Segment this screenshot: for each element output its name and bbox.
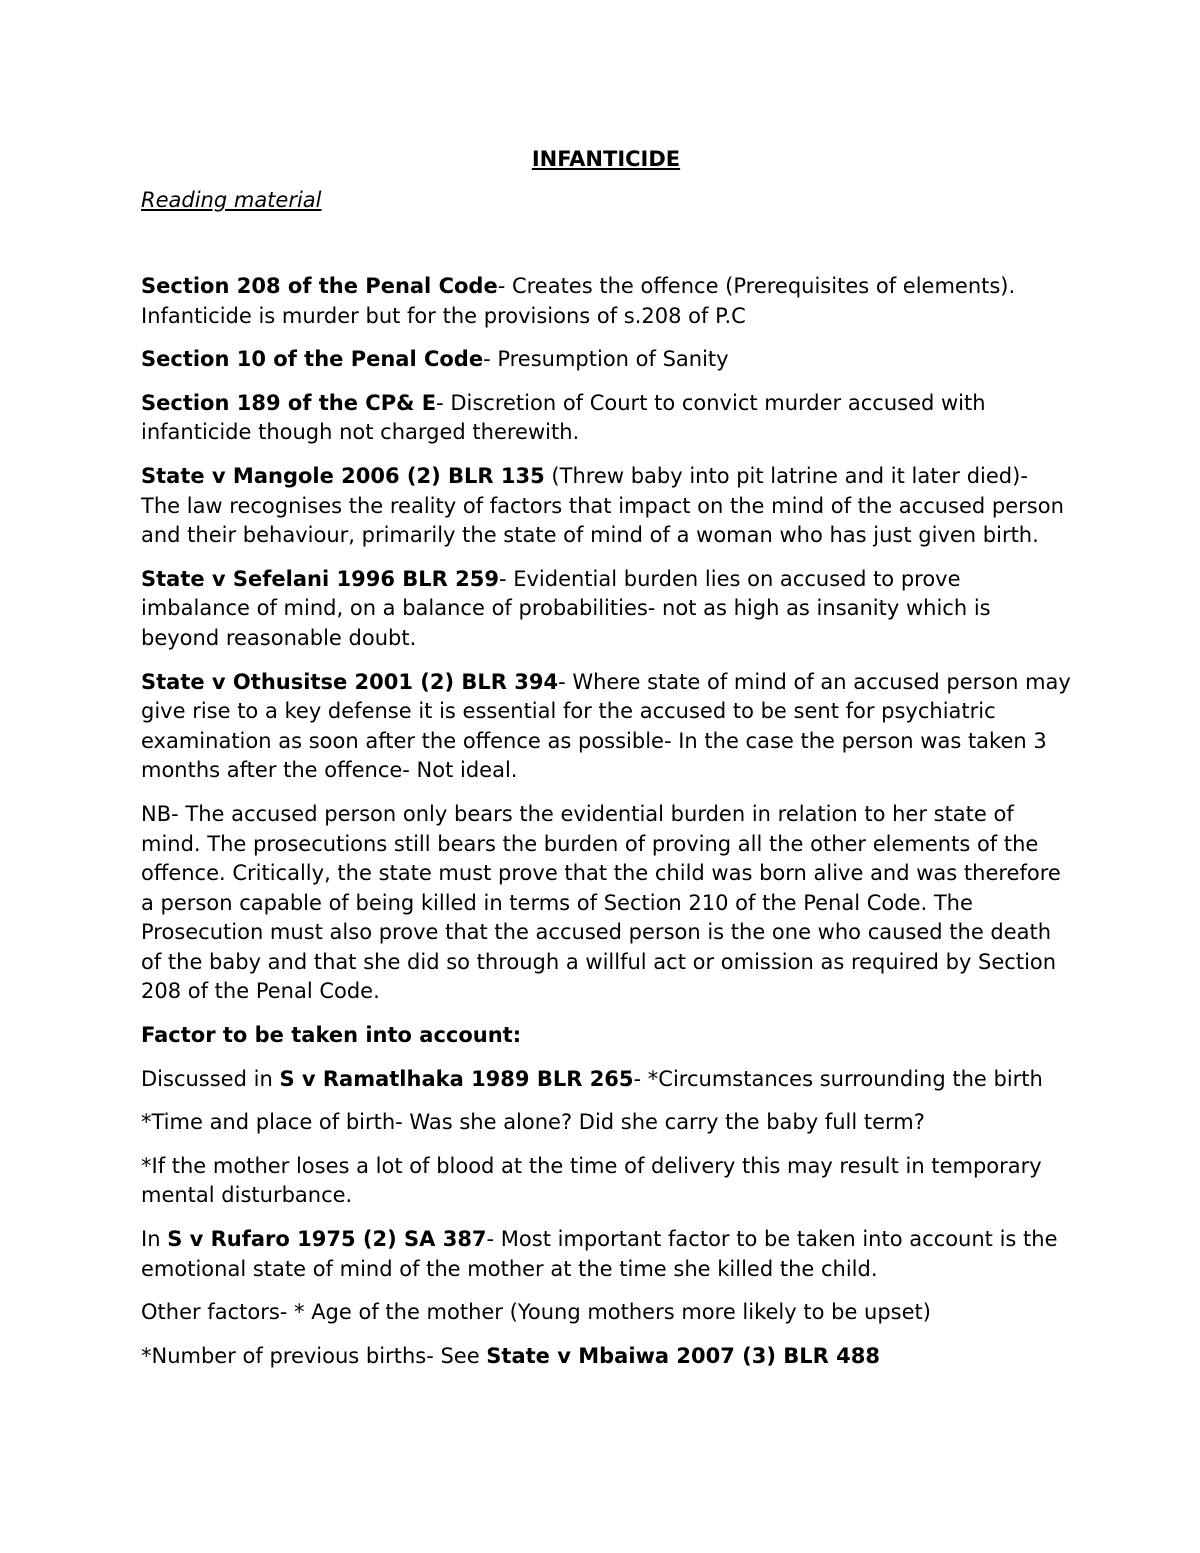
- document-subtitle: Reading material: [141, 188, 322, 212]
- paragraph-nb: [141, 800, 1071, 1007]
- citation: State v Mbaiwa 2007 (3) BLR 488: [486, 1343, 880, 1368]
- paragraph-blood-loss: [141, 1152, 1071, 1211]
- paragraph-othusitse: [141, 668, 1071, 786]
- paragraph-prefix: *Number of previous births- See: [141, 1343, 487, 1368]
- paragraph-text: - *Circumstances surrounding the birth: [633, 1066, 1043, 1091]
- citation: Section 208 of the Penal Code: [141, 274, 498, 298]
- citation: S v Ramatlhaka 1989 BLR 265: [279, 1066, 634, 1091]
- paragraph-previous-births: [141, 1342, 1071, 1372]
- paragraph-text: - Most important factor to be taken into account is the emotional state of mind of the mother at the time she killed the child.: [141, 1227, 1058, 1281]
- citation: State v Sefelani 1996 BLR 259: [141, 566, 499, 591]
- paragraph-text: *Time and place of birth- Was she alone? Did she carry the baby full term?: [141, 1110, 925, 1135]
- paragraph-section-189: [141, 389, 1071, 448]
- paragraph-prefix: Discussed in: [141, 1066, 280, 1091]
- paragraph-section-208: [141, 272, 1071, 331]
- paragraph-text: Other factors- * Age of the mother (Young mothers more likely to be upset): [141, 1300, 931, 1325]
- paragraph-text: *If the mother loses a lot of blood at the time of delivery this may result in temporary mental disturbance.: [141, 1153, 1042, 1208]
- paragraph-prefix: In: [141, 1227, 168, 1252]
- paragraph-ramatlhaka: [141, 1065, 1071, 1095]
- paragraph-other-factors: [141, 1298, 1071, 1328]
- paragraph-text: (Threw baby into pit latrine and it later died)- The law recognises the reality of factors that impact on the mind of the accused person and their behaviour, primarily the state of mind of a woman who has just given birth.: [141, 463, 1064, 548]
- citation: Section 10 of the Penal Code: [141, 347, 484, 372]
- paragraph-section-10: [141, 345, 1071, 375]
- paragraph-text: - Evidential burden lies on accused to prove imbalance of mind, on a balance of probabilities- not as high as insanity which is beyond reasonable doubt.: [141, 566, 991, 650]
- citation: S v Rufaro 1975 (2) SA 387: [167, 1227, 487, 1252]
- citation: Section 189 of the CP& E: [141, 390, 437, 415]
- paragraph-text: - Where state of mind of an accused person may give rise to a key defense it is essential for the accused to be sent for psychiatric examination as soon after the offence as possible- In the case the person was taken 3 months after the offence- Not ideal.: [141, 669, 1071, 783]
- paragraph-text: - Presumption of Sanity: [483, 347, 729, 372]
- paragraph-rufaro: [141, 1225, 1071, 1284]
- paragraph-mangole: [141, 462, 1071, 551]
- document-body: [141, 140, 1071, 1385]
- document-title: INFANTICIDE: [531, 147, 681, 171]
- factors-heading: Factor to be taken into account:: [141, 1023, 522, 1048]
- paragraph-sefelani: [141, 565, 1071, 654]
- citation: State v Mangole 2006 (2) BLR 135: [141, 463, 545, 488]
- paragraph-time-place: [141, 1108, 1071, 1138]
- paragraph-text: - Creates the offence (Prerequisites of elements). Infanticide is murder but for the provisions of s.208 of P.C: [141, 274, 1016, 328]
- paragraph-text: NB- The accused person only bears the evidential burden in relation to her state of mind. The prosecutions still bears the burden of proving all the other elements of the offence. Critically, the state must prove that the child was born alive and was therefore a person capable of being killed in terms of Section 210 of the Penal Code. The Prosecution must also prove that the accused person is the one who caused the death of the baby and that she did so through a willful act or omission as required by Section 208 of the Penal Code.: [141, 801, 1061, 1004]
- paragraph-text: - Discretion of Court to convict murder accused with infanticide though not charged therewith.: [141, 390, 986, 445]
- citation: State v Othusitse 2001 (2) BLR 394: [141, 669, 559, 694]
